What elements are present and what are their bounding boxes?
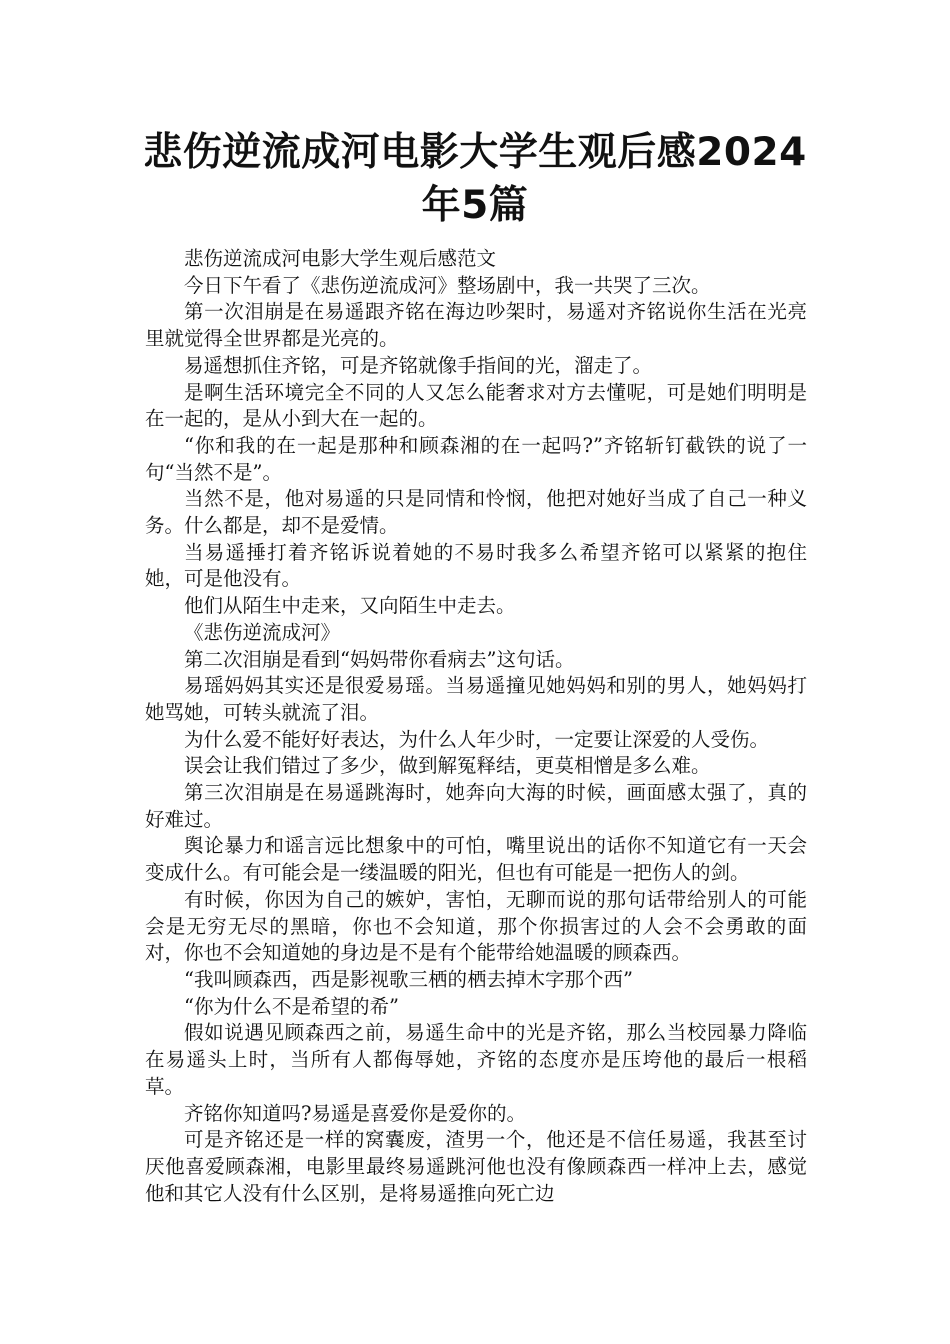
- document-body: [145, 246, 807, 1207]
- paragraph: 误会让我们错过了多少，做到解冤释结，更莫相憎是多么难。: [184, 754, 711, 778]
- paragraph: 第二次泪崩是看到“妈妈带你看病去”这句话。: [184, 647, 575, 671]
- paragraph: 《悲伤逆流成河》: [184, 620, 341, 644]
- title-line-2: 年5篇: [421, 183, 529, 228]
- paragraph: 第一次泪崩是在易遥跟齐铭在海边吵架时，易遥对齐铭说你生活在光亮里就觉得全世界都是光亮的。: [145, 300, 807, 351]
- subtitle-paragraph: 悲伤逆流成河电影大学生观后感范文: [184, 247, 497, 270]
- paragraph: 易瑶妈妈其实还是很爱易瑶。当易遥撞见她妈妈和别的男人，她妈妈打她骂她，可转头就流了泪。: [145, 674, 807, 724]
- paragraph: 假如说遇见顾森西之前，易遥生命中的光是齐铭，那么当校园暴力降临在易遥头上时，当所有人都侮辱她，齐铭的态度亦是压垮他的最后一根稻草。: [145, 1021, 807, 1098]
- paragraph: 可是齐铭还是一样的窝囊废，渣男一个，他还是不信任易遥，我甚至讨厌他喜爱顾森湘，电影里最终易遥跳河他也没有像顾森西一样冲上去，感觉他和其它人没有什么区别，是将易遥推向死亡边: [145, 1128, 807, 1205]
- paragraph: 舆论暴力和谣言远比想象中的可怕，嘴里说出的话你不知道它有一天会变成什么。有可能会是一缕温暖的阳光，但也有可能是一把伤人的剑。: [145, 834, 807, 885]
- paragraph: 当然不是，他对易遥的只是同情和怜悯，他把对她好当成了自己一种义务。什么都是，却不是爱情。: [145, 487, 807, 538]
- paragraph: “你和我的在一起是那种和顾森湘的在一起吗?”齐铭斩钉截铁的说了一句“当然不是”。: [145, 433, 807, 484]
- paragraph: 他们从陌生中走来，又向陌生中走去。: [184, 594, 516, 618]
- paragraph: 有时候，你因为自己的嫉妒，害怕，无聊而说的那句话带给别人的可能会是无穷无尽的黑暗，你也不会知道，那个你损害过的人会不会勇敢的面对，你也不会知道她的身边是不是有个能带给她温暖的顾森西。: [145, 887, 807, 965]
- paragraph: 齐铭你知道吗?易遥是喜爱你是爱你的。: [184, 1101, 526, 1125]
- paragraph: 当易遥捶打着齐铭诉说着她的不易时我多么希望齐铭可以紧紧的抱住她，可是他没有。: [145, 540, 807, 591]
- paragraph: 是啊生活环境完全不同的人又怎么能奢求对方去懂呢，可是她们明明是在一起的，是从小到大在一起的。: [145, 380, 807, 431]
- paragraph: 今日下午看了《悲伤逆流成河》整场剧中，我一共哭了三次。: [184, 273, 711, 297]
- paragraph: “你为什么不是希望的希”: [184, 994, 399, 1018]
- paragraph: 为什么爱不能好好表达，为什么人年少时，一定要让深爱的人受伤。: [184, 727, 770, 751]
- paragraph: 易遥想抓住齐铭，可是齐铭就像手指间的光，溜走了。: [184, 353, 653, 377]
- paragraph: 第三次泪崩是在易遥跳海时，她奔向大海的时候，画面感太强了，真的好难过。: [145, 781, 807, 831]
- title-line-1: 悲伤逆流成河电影大学生观后感2024: [143, 130, 807, 175]
- paragraph: “我叫顾森西，西是影视歌三栖的栖去掉木字那个西”: [184, 967, 633, 991]
- document-title: [120, 126, 830, 232]
